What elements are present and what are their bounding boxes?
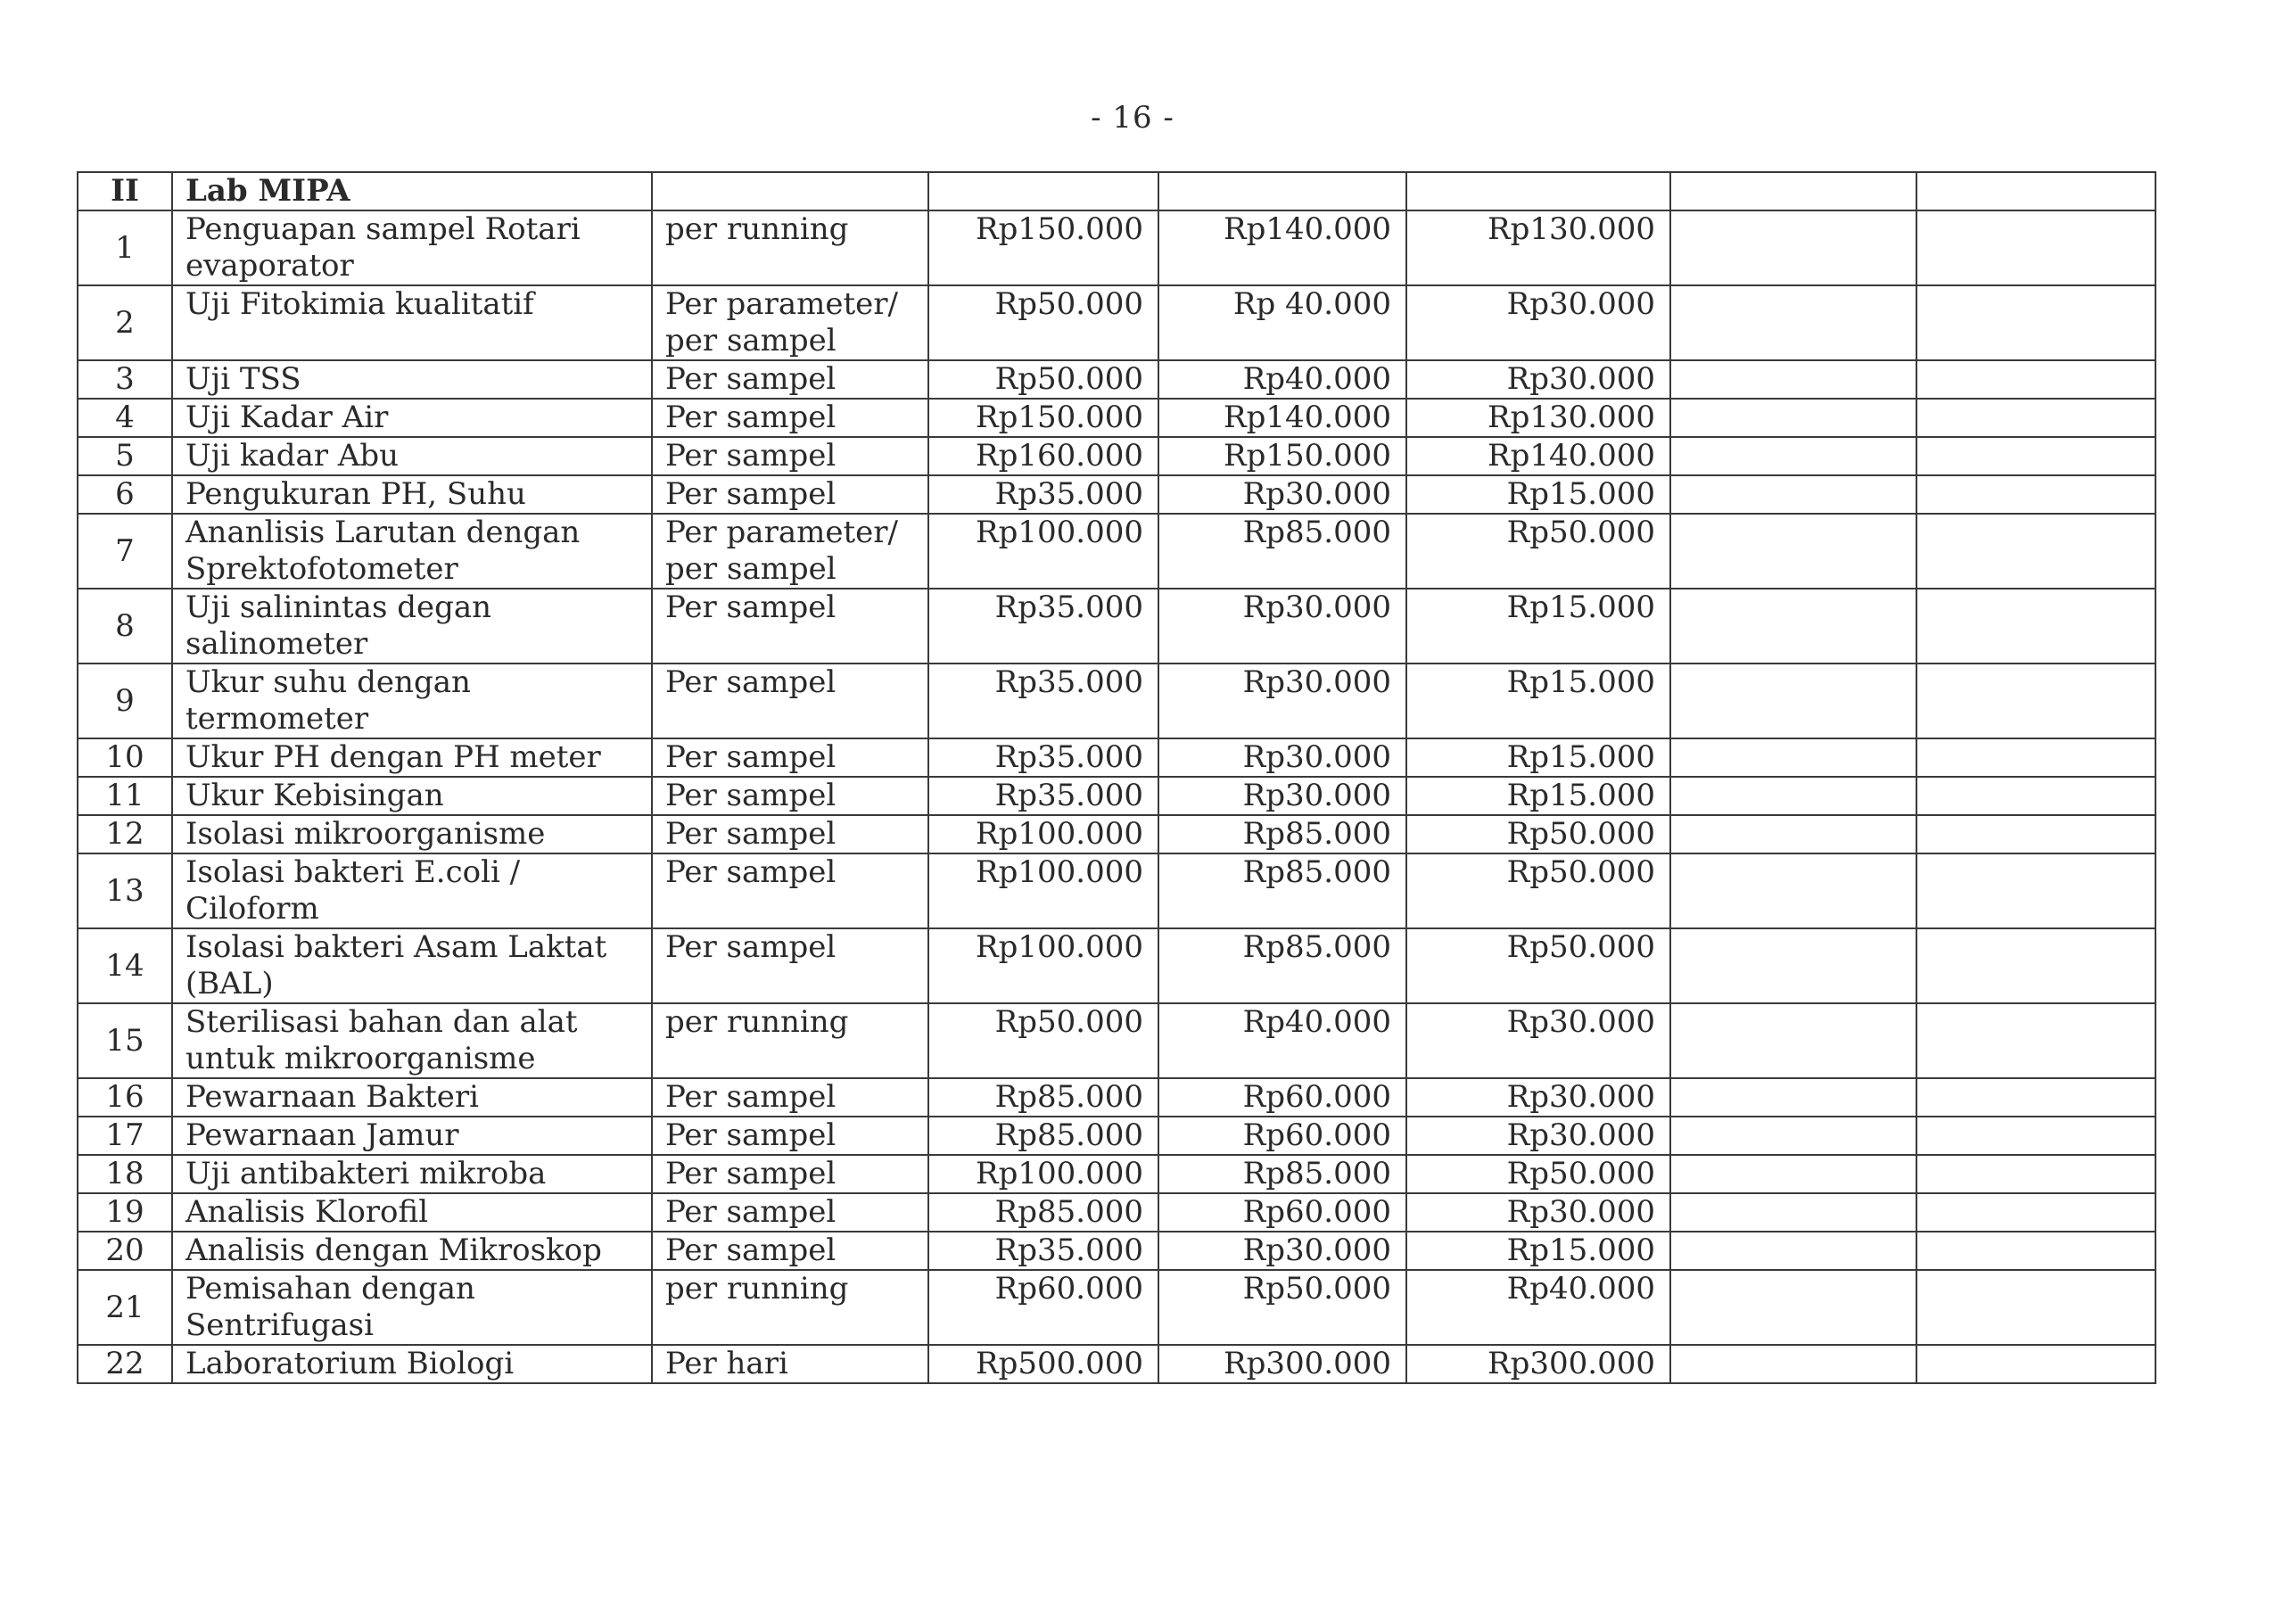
price-b-cell: Rp30.000 <box>1158 664 1406 738</box>
price-a-cell: Rp150.000 <box>928 399 1158 437</box>
price-b-cell: Rp30.000 <box>1158 475 1406 514</box>
section-header-row <box>78 172 2155 210</box>
service-name: Ukur suhu dengan termometer <box>172 664 652 738</box>
empty-cell <box>1670 172 1916 210</box>
price-a-cell: Rp85.000 <box>928 1078 1158 1117</box>
service-name: Isolasi bakteri Asam Laktat (BAL) <box>172 928 652 1003</box>
empty-cell <box>1916 928 2155 1003</box>
service-name: Ananlisis Larutan dengan Sprektofotometer <box>172 514 652 589</box>
price-c-cell: Rp30.000 <box>1406 1117 1670 1155</box>
table-row <box>78 1003 2155 1078</box>
empty-cell <box>1916 285 2155 360</box>
empty-cell <box>1916 664 2155 738</box>
empty-cell <box>1916 738 2155 777</box>
unit-cell: Per parameter/ per sampel <box>652 514 928 589</box>
price-a-cell: Rp50.000 <box>928 360 1158 399</box>
empty-cell <box>1158 172 1406 210</box>
row-number: 14 <box>78 928 172 1003</box>
row-number: 13 <box>78 853 172 928</box>
empty-cell <box>1670 1155 1916 1193</box>
empty-cell <box>928 172 1158 210</box>
row-number: 22 <box>78 1345 172 1383</box>
page-number: - 16 - <box>1091 100 1174 136</box>
price-b-cell: Rp140.000 <box>1158 399 1406 437</box>
row-number: 20 <box>78 1232 172 1270</box>
unit-cell: Per sampel <box>652 664 928 738</box>
row-number: 18 <box>78 1155 172 1193</box>
price-b-cell: Rp40.000 <box>1158 1003 1406 1078</box>
empty-cell <box>1406 172 1670 210</box>
empty-cell <box>1916 1270 2155 1345</box>
price-a-cell: Rp100.000 <box>928 514 1158 589</box>
price-c-cell: Rp30.000 <box>1406 1003 1670 1078</box>
row-number: 19 <box>78 1193 172 1232</box>
service-name: Sterilisasi bahan dan alat untuk mikroorganisme <box>172 1003 652 1078</box>
price-a-cell: Rp150.000 <box>928 210 1158 285</box>
empty-cell <box>1916 853 2155 928</box>
table-row <box>78 1155 2155 1193</box>
price-b-cell: Rp50.000 <box>1158 1270 1406 1345</box>
empty-cell <box>1670 1078 1916 1117</box>
service-name: Pewarnaan Bakteri <box>172 1078 652 1117</box>
service-name: Pengukuran PH, Suhu <box>172 475 652 514</box>
price-c-cell: Rp130.000 <box>1406 399 1670 437</box>
empty-cell <box>1670 589 1916 664</box>
price-c-cell: Rp30.000 <box>1406 360 1670 399</box>
service-name: Pewarnaan Jamur <box>172 1117 652 1155</box>
price-a-cell: Rp35.000 <box>928 738 1158 777</box>
unit-cell: Per sampel <box>652 399 928 437</box>
row-number: 11 <box>78 777 172 815</box>
price-b-cell: Rp60.000 <box>1158 1117 1406 1155</box>
table-row <box>78 514 2155 589</box>
service-name: Uji antibakteri mikroba <box>172 1155 652 1193</box>
price-b-cell: Rp40.000 <box>1158 360 1406 399</box>
price-b-cell: Rp150.000 <box>1158 437 1406 475</box>
price-c-cell: Rp50.000 <box>1406 815 1670 853</box>
table-row <box>78 853 2155 928</box>
empty-cell <box>1670 777 1916 815</box>
price-c-cell: Rp300.000 <box>1406 1345 1670 1383</box>
service-name: Isolasi bakteri E.coli / Ciloform <box>172 853 652 928</box>
row-number: 1 <box>78 210 172 285</box>
price-b-cell: Rp 40.000 <box>1158 285 1406 360</box>
empty-cell <box>1670 1003 1916 1078</box>
row-number: 4 <box>78 399 172 437</box>
empty-cell <box>1916 777 2155 815</box>
empty-cell <box>1670 853 1916 928</box>
price-c-cell: Rp30.000 <box>1406 1078 1670 1117</box>
fee-table <box>77 171 2156 1384</box>
empty-cell <box>1916 172 2155 210</box>
empty-cell <box>1670 285 1916 360</box>
table-row <box>78 399 2155 437</box>
price-b-cell: Rp140.000 <box>1158 210 1406 285</box>
price-b-cell: Rp85.000 <box>1158 853 1406 928</box>
service-name: Uji salinintas degan salinometer <box>172 589 652 664</box>
empty-cell <box>1670 399 1916 437</box>
table-row <box>78 360 2155 399</box>
price-b-cell: Rp85.000 <box>1158 1155 1406 1193</box>
unit-cell: per running <box>652 1270 928 1345</box>
service-name: Pemisahan dengan Sentrifugasi <box>172 1270 652 1345</box>
price-a-cell: Rp35.000 <box>928 777 1158 815</box>
empty-cell <box>1670 1270 1916 1345</box>
price-a-cell: Rp100.000 <box>928 853 1158 928</box>
unit-cell: Per sampel <box>652 853 928 928</box>
price-a-cell: Rp85.000 <box>928 1193 1158 1232</box>
service-name: Uji Fitokimia kualitatif <box>172 285 652 360</box>
row-number: 2 <box>78 285 172 360</box>
table-row <box>78 664 2155 738</box>
row-number: 7 <box>78 514 172 589</box>
price-c-cell: Rp15.000 <box>1406 738 1670 777</box>
row-number: 12 <box>78 815 172 853</box>
service-name: Isolasi mikroorganisme <box>172 815 652 853</box>
price-c-cell: Rp30.000 <box>1406 285 1670 360</box>
row-number: 17 <box>78 1117 172 1155</box>
price-a-cell: Rp500.000 <box>928 1345 1158 1383</box>
row-number: 6 <box>78 475 172 514</box>
price-a-cell: Rp35.000 <box>928 1232 1158 1270</box>
table-row <box>78 928 2155 1003</box>
table-row <box>78 1117 2155 1155</box>
price-b-cell: Rp30.000 <box>1158 777 1406 815</box>
price-a-cell: Rp85.000 <box>928 1117 1158 1155</box>
row-number: 10 <box>78 738 172 777</box>
price-c-cell: Rp15.000 <box>1406 664 1670 738</box>
unit-cell: Per sampel <box>652 1078 928 1117</box>
empty-cell <box>1916 514 2155 589</box>
empty-cell <box>1916 1193 2155 1232</box>
empty-cell <box>652 172 928 210</box>
price-b-cell: Rp300.000 <box>1158 1345 1406 1383</box>
service-name: Uji Kadar Air <box>172 399 652 437</box>
price-c-cell: Rp140.000 <box>1406 437 1670 475</box>
row-number: 3 <box>78 360 172 399</box>
table-row <box>78 437 2155 475</box>
table-row <box>78 1078 2155 1117</box>
empty-cell <box>1670 475 1916 514</box>
table-row <box>78 589 2155 664</box>
price-b-cell: Rp85.000 <box>1158 815 1406 853</box>
row-number: 9 <box>78 664 172 738</box>
price-a-cell: Rp100.000 <box>928 815 1158 853</box>
empty-cell <box>1670 815 1916 853</box>
empty-cell <box>1916 1232 2155 1270</box>
price-c-cell: Rp15.000 <box>1406 777 1670 815</box>
table-row <box>78 815 2155 853</box>
row-number: 15 <box>78 1003 172 1078</box>
unit-cell: Per sampel <box>652 1193 928 1232</box>
table-row <box>78 285 2155 360</box>
empty-cell <box>1916 1345 2155 1383</box>
service-name: Laboratorium Biologi <box>172 1345 652 1383</box>
price-b-cell: Rp60.000 <box>1158 1193 1406 1232</box>
row-number: 8 <box>78 589 172 664</box>
price-b-cell: Rp30.000 <box>1158 738 1406 777</box>
table-row <box>78 1193 2155 1232</box>
empty-cell <box>1670 1232 1916 1270</box>
empty-cell <box>1670 1117 1916 1155</box>
empty-cell <box>1916 210 2155 285</box>
service-name: Penguapan sampel Rotari evaporator <box>172 210 652 285</box>
price-b-cell: Rp85.000 <box>1158 514 1406 589</box>
empty-cell <box>1916 1155 2155 1193</box>
empty-cell <box>1916 815 2155 853</box>
price-c-cell: Rp15.000 <box>1406 589 1670 664</box>
unit-cell: Per sampel <box>652 589 928 664</box>
price-c-cell: Rp15.000 <box>1406 475 1670 514</box>
unit-cell: Per parameter/ per sampel <box>652 285 928 360</box>
row-number: 5 <box>78 437 172 475</box>
table-row <box>78 210 2155 285</box>
section-number: II <box>78 172 172 210</box>
row-number: 21 <box>78 1270 172 1345</box>
empty-cell <box>1670 210 1916 285</box>
price-c-cell: Rp50.000 <box>1406 853 1670 928</box>
empty-cell <box>1670 738 1916 777</box>
unit-cell: Per sampel <box>652 1117 928 1155</box>
price-a-cell: Rp50.000 <box>928 285 1158 360</box>
service-name: Ukur Kebisingan <box>172 777 652 815</box>
price-a-cell: Rp35.000 <box>928 475 1158 514</box>
price-a-cell: Rp60.000 <box>928 1270 1158 1345</box>
table-row <box>78 777 2155 815</box>
price-a-cell: Rp160.000 <box>928 437 1158 475</box>
price-a-cell: Rp35.000 <box>928 589 1158 664</box>
price-a-cell: Rp35.000 <box>928 664 1158 738</box>
row-number: 16 <box>78 1078 172 1117</box>
empty-cell <box>1916 437 2155 475</box>
empty-cell <box>1916 475 2155 514</box>
unit-cell: Per sampel <box>652 360 928 399</box>
empty-cell <box>1916 360 2155 399</box>
empty-cell <box>1670 437 1916 475</box>
price-c-cell: Rp40.000 <box>1406 1270 1670 1345</box>
section-title: Lab MIPA <box>172 172 652 210</box>
price-a-cell: Rp100.000 <box>928 1155 1158 1193</box>
price-b-cell: Rp85.000 <box>1158 928 1406 1003</box>
empty-cell <box>1916 399 2155 437</box>
table-row <box>78 475 2155 514</box>
empty-cell <box>1670 664 1916 738</box>
table-row <box>78 1345 2155 1383</box>
unit-cell: Per sampel <box>652 815 928 853</box>
price-c-cell: Rp50.000 <box>1406 1155 1670 1193</box>
unit-cell: Per sampel <box>652 475 928 514</box>
unit-cell: Per sampel <box>652 928 928 1003</box>
empty-cell <box>1670 1193 1916 1232</box>
unit-cell: per running <box>652 210 928 285</box>
price-a-cell: Rp50.000 <box>928 1003 1158 1078</box>
table-row <box>78 1270 2155 1345</box>
empty-cell <box>1670 360 1916 399</box>
unit-cell: Per sampel <box>652 738 928 777</box>
unit-cell: per running <box>652 1003 928 1078</box>
unit-cell: Per sampel <box>652 1232 928 1270</box>
price-b-cell: Rp30.000 <box>1158 1232 1406 1270</box>
unit-cell: Per sampel <box>652 437 928 475</box>
table-row <box>78 738 2155 777</box>
service-name: Analisis Klorofil <box>172 1193 652 1232</box>
service-name: Uji TSS <box>172 360 652 399</box>
empty-cell <box>1916 1003 2155 1078</box>
empty-cell <box>1916 1078 2155 1117</box>
empty-cell <box>1670 1345 1916 1383</box>
table-row <box>78 1232 2155 1270</box>
service-name: Uji kadar Abu <box>172 437 652 475</box>
empty-cell <box>1670 514 1916 589</box>
unit-cell: Per hari <box>652 1345 928 1383</box>
price-c-cell: Rp30.000 <box>1406 1193 1670 1232</box>
service-name: Ukur PH dengan PH meter <box>172 738 652 777</box>
price-b-cell: Rp30.000 <box>1158 589 1406 664</box>
price-c-cell: Rp50.000 <box>1406 928 1670 1003</box>
unit-cell: Per sampel <box>652 1155 928 1193</box>
empty-cell <box>1916 1117 2155 1155</box>
price-c-cell: Rp15.000 <box>1406 1232 1670 1270</box>
unit-cell: Per sampel <box>652 777 928 815</box>
empty-cell <box>1916 589 2155 664</box>
service-name: Analisis dengan Mikroskop <box>172 1232 652 1270</box>
empty-cell <box>1670 928 1916 1003</box>
price-a-cell: Rp100.000 <box>928 928 1158 1003</box>
price-c-cell: Rp50.000 <box>1406 514 1670 589</box>
price-b-cell: Rp60.000 <box>1158 1078 1406 1117</box>
price-c-cell: Rp130.000 <box>1406 210 1670 285</box>
